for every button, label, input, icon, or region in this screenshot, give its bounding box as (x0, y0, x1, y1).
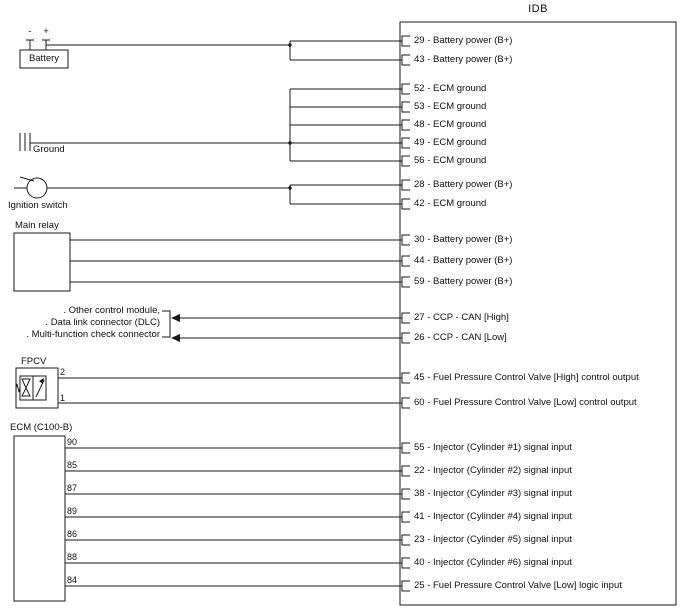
pin-connector-icon (402, 558, 410, 568)
pin-connector-icon (402, 512, 410, 522)
arrow-left-icon (171, 314, 180, 322)
idb-pin-label: 44 - Battery power (B+) (414, 255, 513, 266)
fpcv-label: FPCV (21, 356, 47, 367)
can-target-line-2: . Data link connector (DLC) (45, 317, 160, 328)
idb-pin-label: 40 - Injector (Cylinder #6) signal input (414, 557, 572, 568)
idb-pin-label: 48 - ECM ground (414, 119, 487, 130)
idb-pin-label: 30 - Battery power (B+) (414, 234, 513, 245)
pin-connector-icon (402, 313, 410, 323)
pin-connector-icon (402, 180, 410, 190)
battery-minus-label: - (28, 26, 32, 37)
can-target-line-3: . Multi-function check connector (26, 329, 160, 340)
pin-connector-icon (402, 199, 410, 209)
idb-pin-label: 42 - ECM ground (414, 198, 487, 209)
idb-pin-label: 41 - Injector (Cylinder #4) signal input (414, 511, 572, 522)
idb-pin-label: 28 - Battery power (B+) (414, 179, 513, 190)
idb-pin-label: 45 - Fuel Pressure Control Valve [High] control output (414, 372, 639, 383)
pin-connector-icon (402, 156, 410, 166)
idb-pin-label: 38 - Injector (Cylinder #3) signal input (414, 488, 572, 499)
fpcv-valve-icon (16, 368, 58, 408)
idb-pin-label: 49 - ECM ground (414, 137, 487, 148)
idb-pin-label: 59 - Battery power (B+) (414, 276, 513, 287)
idb-pin-label: 55 - Injector (Cylinder #1) signal input (414, 442, 572, 453)
idb-pin-label: 25 - Fuel Pressure Control Valve [Low] logic input (414, 580, 622, 591)
ecm-pin-number: 86 (67, 529, 78, 539)
pin-connector-icon (402, 443, 410, 453)
ecm-label: ECM (C100-B) (10, 422, 73, 433)
pin-connector-icon (402, 333, 410, 343)
pin-connector-icon (402, 84, 410, 94)
idb-pin-label: 56 - ECM ground (414, 155, 487, 166)
arrow-left-icon (171, 334, 180, 342)
idb-pin-label: 27 - CCP - CAN [High] (414, 312, 509, 323)
pin-connector-icon (402, 581, 410, 591)
ignition-switch-icon (14, 177, 47, 198)
ecm-box (14, 436, 65, 601)
junction-dot (288, 186, 291, 189)
junction-dot (288, 43, 291, 46)
battery-plus-label: + (43, 26, 49, 37)
pin-connector-icon (402, 535, 410, 545)
pin-connector-icon (402, 277, 410, 287)
pin-connector-icon (402, 373, 410, 383)
idb-pin-label: 22 - Injector (Cylinder #2) signal input (414, 465, 572, 476)
battery-label: Battery (28, 53, 60, 64)
idb-pin-label: 53 - ECM ground (414, 101, 487, 112)
ecm-pin-number: 84 (67, 575, 78, 585)
pin-connector-icon (402, 55, 410, 65)
idb-pin-label: 52 - ECM ground (414, 83, 487, 94)
pin-connector-icon (402, 102, 410, 112)
ground-label: Ground (33, 144, 65, 155)
idb-title: IDB (528, 3, 548, 15)
idb-pin-label: 23 - Injector (Cylinder #5) signal input (414, 534, 572, 545)
main-relay-label: Main relay (15, 220, 59, 231)
idb-pin-label: 29 - Battery power (B+) (414, 35, 513, 46)
pin-connector-icon (402, 489, 410, 499)
fpcv-pin-1-label: 1 (60, 393, 66, 403)
ecm-pin-number: 87 (67, 483, 78, 493)
ecm-pin-number: 85 (67, 460, 78, 470)
pin-connector-icon (402, 138, 410, 148)
ecm-pin-number: 88 (67, 552, 78, 562)
can-target-line-1: . Other control module, (63, 305, 160, 316)
pin-connector-icon (402, 235, 410, 245)
pin-connector-icon (402, 256, 410, 266)
can-bracket (162, 311, 170, 337)
idb-pin-label: 43 - Battery power (B+) (414, 54, 513, 65)
pin-connector-icon (402, 466, 410, 476)
main-relay-box (14, 233, 70, 291)
idb-pin-label: 60 - Fuel Pressure Control Valve [Low] control output (414, 397, 637, 408)
ecm-pin-number: 90 (67, 437, 78, 447)
pin-connector-icon (402, 120, 410, 130)
ecm-pin-number: 89 (67, 506, 78, 516)
pin-connector-icon (402, 36, 410, 46)
idb-pin-label: 26 - CCP - CAN [Low] (414, 332, 507, 343)
fpcv-pin-2-label: 2 (60, 367, 66, 377)
pin-connector-icon (402, 398, 410, 408)
ignition-switch-label: Ignition switch (8, 200, 68, 211)
ground-icon (20, 133, 30, 151)
